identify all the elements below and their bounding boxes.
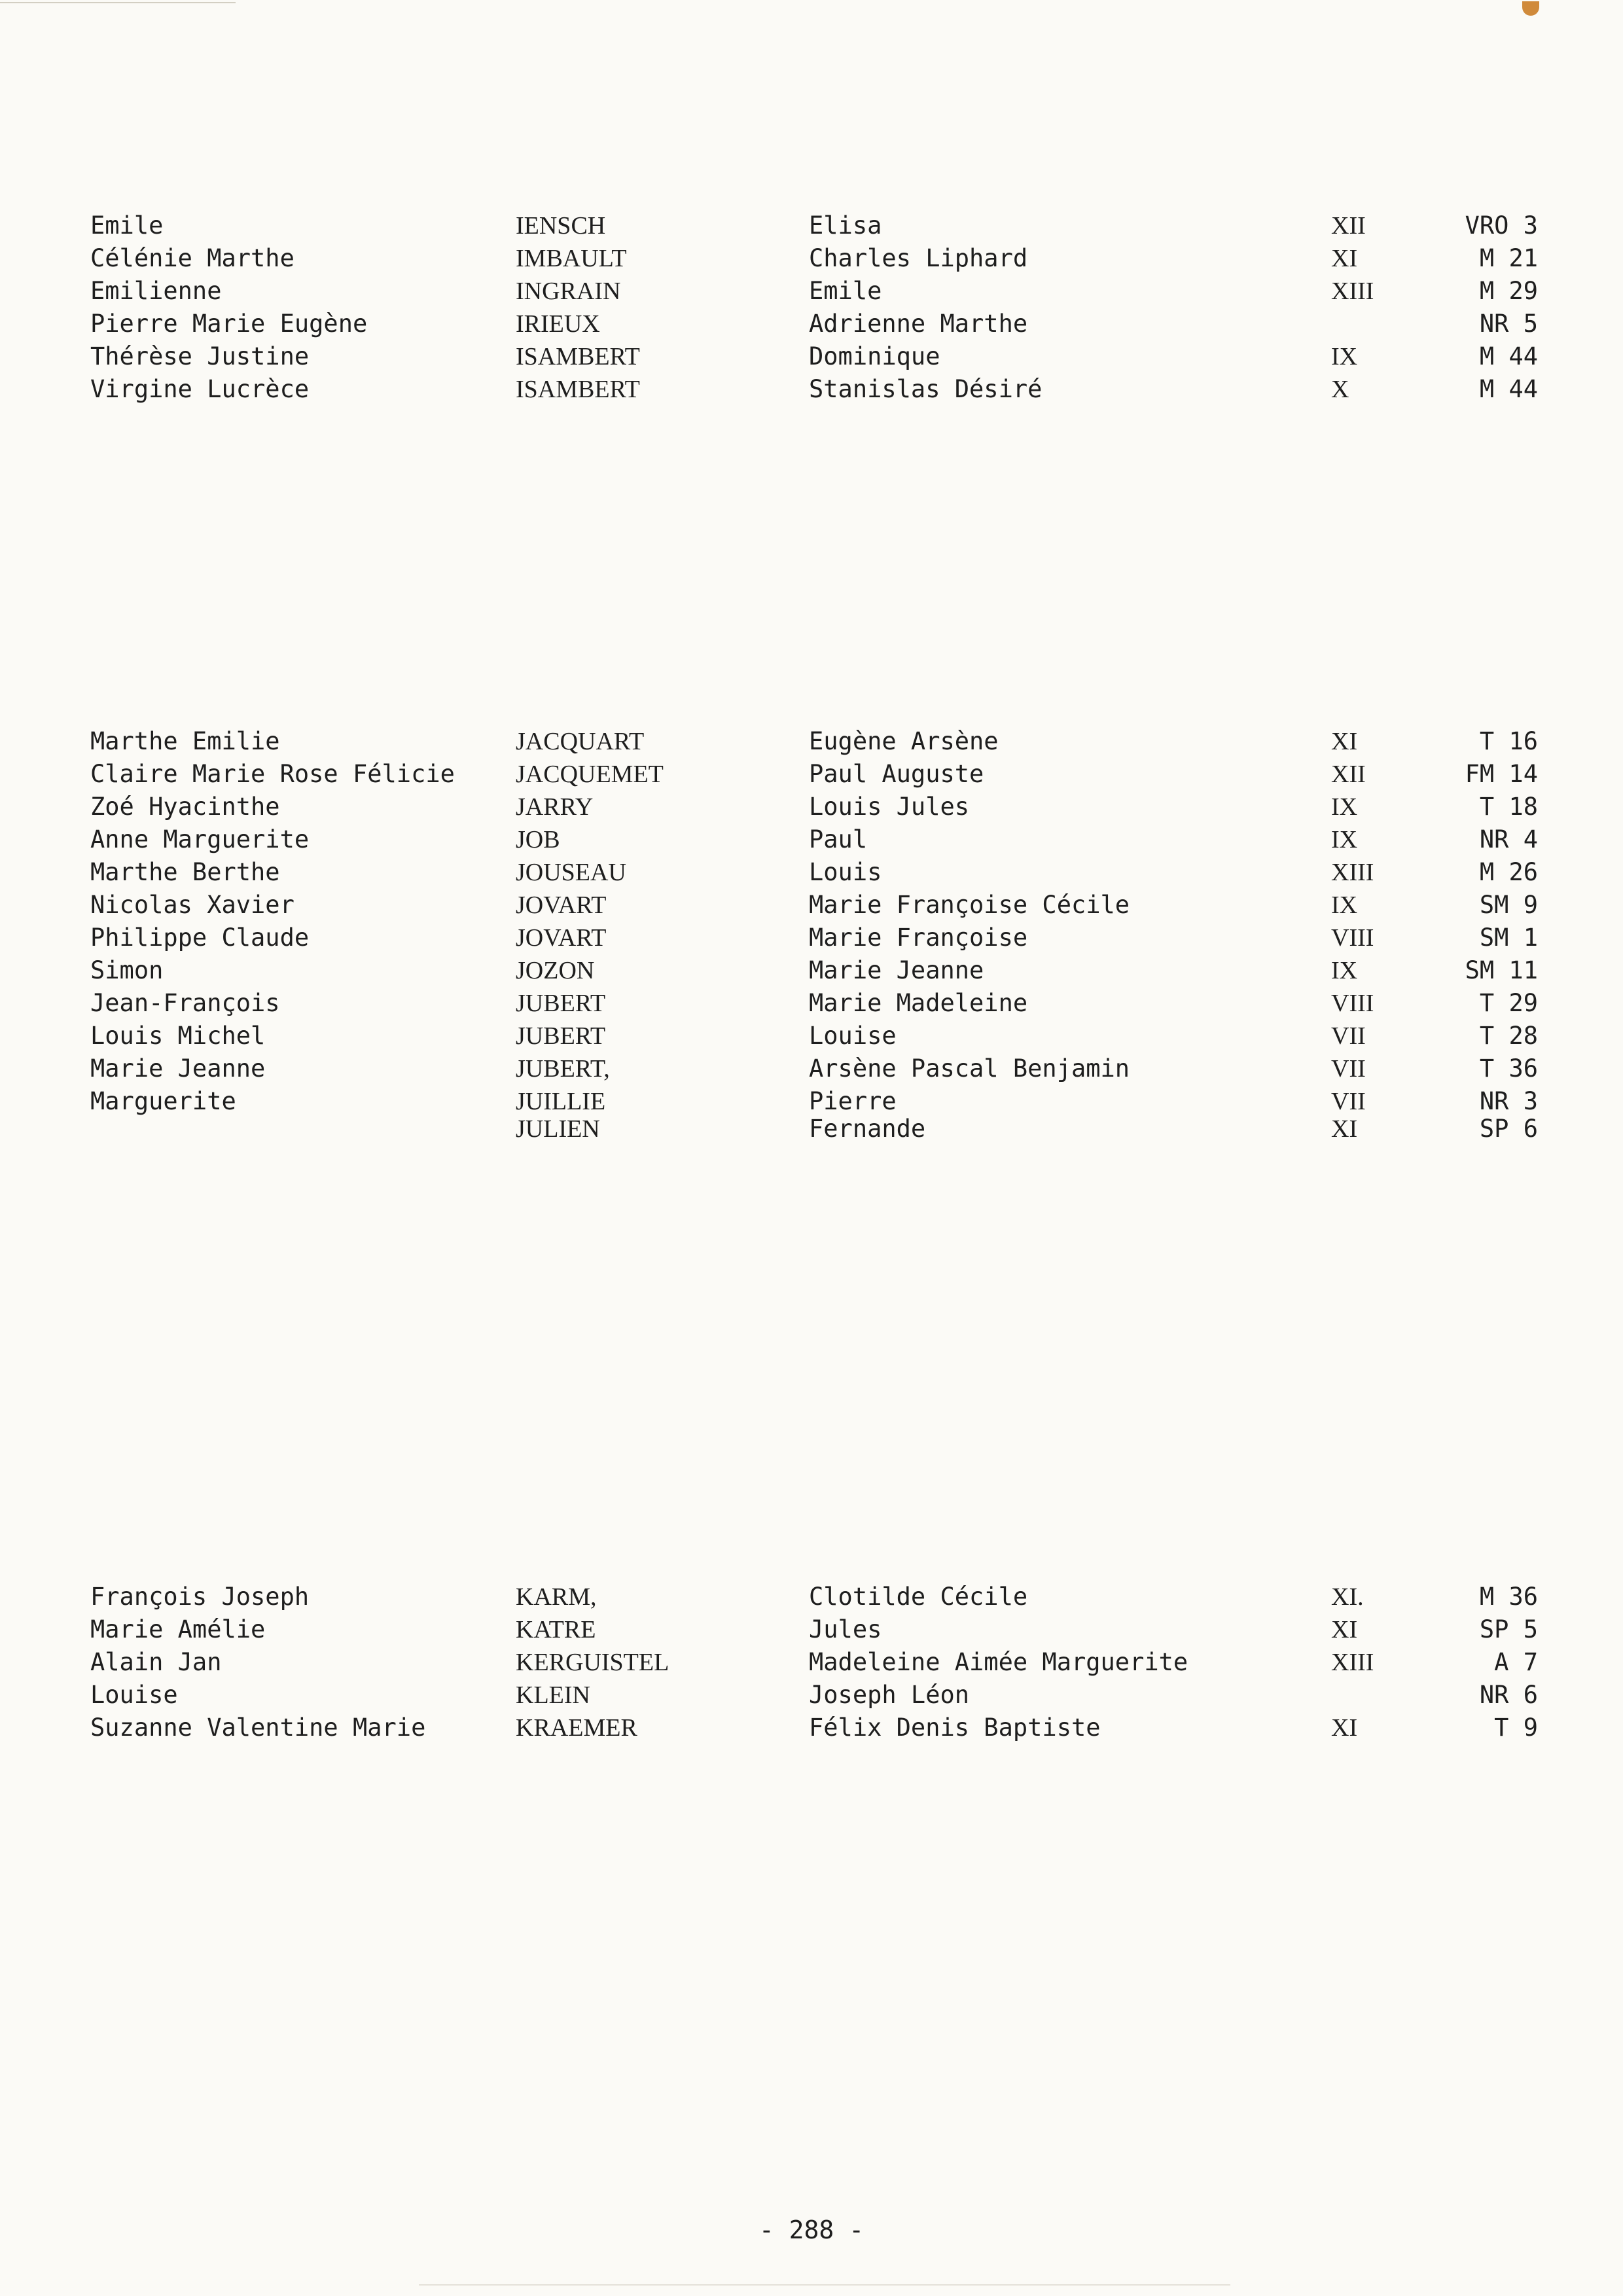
roman-numeral: XII xyxy=(1331,212,1366,240)
table-row xyxy=(0,1052,1623,1085)
roman-numeral: XIII xyxy=(1331,1649,1374,1676)
first-name: Claire Marie Rose Félicie xyxy=(90,760,455,788)
spouse-name: Clotilde Cécile xyxy=(809,1583,1028,1611)
first-name: Pierre Marie Eugène xyxy=(90,310,368,338)
table-row xyxy=(0,1113,1623,1145)
table-row xyxy=(0,373,1623,406)
first-name: Nicolas Xavier xyxy=(90,891,294,919)
table-row xyxy=(0,987,1623,1020)
spouse-name: Adrienne Marthe xyxy=(809,310,1028,338)
first-name: François Joseph xyxy=(90,1583,310,1611)
table-row xyxy=(0,1085,1623,1113)
spouse-name: Félix Denis Baptiste xyxy=(809,1713,1101,1742)
reference-code: T 9 xyxy=(1494,1713,1538,1742)
table-row xyxy=(0,242,1623,275)
roman-numeral: XI xyxy=(1331,1115,1358,1143)
spouse-name: Eugène Arsène xyxy=(809,727,999,755)
first-name: Emile xyxy=(90,211,164,240)
surname: KATRE xyxy=(516,1616,596,1643)
roman-numeral: XIII xyxy=(1331,278,1374,305)
first-name: Thérèse Justine xyxy=(90,342,310,370)
scan-stain xyxy=(1522,1,1539,16)
surname: KERGUISTEL xyxy=(516,1649,669,1676)
surname: JULIEN xyxy=(516,1115,600,1143)
first-name: Louis Michel xyxy=(90,1022,266,1050)
spouse-name: Marie Françoise xyxy=(809,924,1028,952)
reference-code: NR 3 xyxy=(1479,1087,1538,1115)
reference-code: NR 6 xyxy=(1479,1681,1538,1709)
table-row xyxy=(0,758,1623,791)
first-name: Marie Amélie xyxy=(90,1615,266,1643)
table-row xyxy=(0,889,1623,922)
table-row xyxy=(0,922,1623,954)
surname: ISAMBERT xyxy=(516,376,640,403)
reference-code: T 18 xyxy=(1479,793,1538,821)
roman-numeral: VII xyxy=(1331,1055,1366,1083)
page-number: - 288 - xyxy=(758,2215,865,2244)
reference-code: T 16 xyxy=(1479,727,1538,755)
surname: JUBERT, xyxy=(516,1055,610,1083)
surname: JUILLIE xyxy=(516,1088,606,1115)
surname: JARRY xyxy=(516,793,594,821)
first-name: Philippe Claude xyxy=(90,924,310,952)
table-row xyxy=(0,275,1623,308)
reference-code: T 36 xyxy=(1479,1054,1538,1083)
surname: JOUSEAU xyxy=(516,859,626,886)
surname: JUBERT xyxy=(516,1022,606,1050)
table-row xyxy=(0,791,1623,823)
roman-numeral: IX xyxy=(1331,343,1358,370)
table-row xyxy=(0,856,1623,889)
spouse-name: Arsène Pascal Benjamin xyxy=(809,1054,1130,1083)
surname: INGRAIN xyxy=(516,278,621,305)
spouse-name: Madeleine Aimée Marguerite xyxy=(809,1648,1188,1676)
reference-code: SP 5 xyxy=(1479,1615,1538,1643)
surname: JOB xyxy=(516,826,560,853)
table-row xyxy=(0,725,1623,758)
roman-numeral: VIII xyxy=(1331,990,1374,1017)
first-name: Marthe Emilie xyxy=(90,727,280,755)
reference-code: SM 1 xyxy=(1479,924,1538,952)
reference-code: T 28 xyxy=(1479,1022,1538,1050)
section-j xyxy=(0,725,1623,1145)
scan-bottom-line xyxy=(419,2284,1230,2286)
reference-code: M 44 xyxy=(1479,375,1538,403)
spouse-name: Marie Madeleine xyxy=(809,989,1028,1017)
spouse-name: Paul xyxy=(809,825,868,853)
first-name: Marthe Berthe xyxy=(90,858,280,886)
reference-code: M 21 xyxy=(1479,244,1538,272)
table-row xyxy=(0,1020,1623,1052)
spouse-name: Louise xyxy=(809,1022,897,1050)
roman-numeral: XII xyxy=(1331,761,1366,788)
surname: IRIEUX xyxy=(516,310,600,338)
first-name: Emilienne xyxy=(90,277,222,305)
spouse-name: Dominique xyxy=(809,342,940,370)
first-name: Marguerite xyxy=(90,1087,236,1115)
roman-numeral: VII xyxy=(1331,1088,1366,1115)
roman-numeral: IX xyxy=(1331,957,1358,984)
surname: IMBAULT xyxy=(516,245,627,272)
table-row xyxy=(0,1581,1623,1613)
reference-code: M 36 xyxy=(1479,1583,1538,1611)
section-k xyxy=(0,1581,1623,1744)
first-name: Louise xyxy=(90,1681,178,1709)
roman-numeral: XI xyxy=(1331,1616,1358,1643)
roman-numeral: XIII xyxy=(1331,859,1374,886)
roman-numeral: VIII xyxy=(1331,924,1374,952)
first-name: Alain Jan xyxy=(90,1648,222,1676)
roman-numeral: X xyxy=(1331,376,1349,403)
spouse-name: Louis xyxy=(809,858,882,886)
roman-numeral: XI. xyxy=(1331,1583,1364,1611)
spouse-name: Fernande xyxy=(809,1115,926,1143)
surname: JUBERT xyxy=(516,990,606,1017)
table-row xyxy=(0,954,1623,987)
reference-code: M 29 xyxy=(1479,277,1538,305)
surname: IENSCH xyxy=(516,212,606,240)
reference-code: T 29 xyxy=(1479,989,1538,1017)
spouse-name: Marie Jeanne xyxy=(809,956,984,984)
surname: KLEIN xyxy=(516,1681,590,1709)
reference-code: SM 11 xyxy=(1465,956,1538,984)
first-name: Zoé Hyacinthe xyxy=(90,793,280,821)
table-row xyxy=(0,209,1623,242)
roman-numeral: IX xyxy=(1331,891,1358,919)
spouse-name: Paul Auguste xyxy=(809,760,984,788)
surname: JACQUEMET xyxy=(516,761,664,788)
first-name: Suzanne Valentine Marie xyxy=(90,1713,426,1742)
reference-code: A 7 xyxy=(1494,1648,1538,1676)
spouse-name: Elisa xyxy=(809,211,882,240)
spouse-name: Charles Liphard xyxy=(809,244,1028,272)
first-name: Anne Marguerite xyxy=(90,825,310,853)
surname: JACQUART xyxy=(516,728,645,755)
first-name: Marie Jeanne xyxy=(90,1054,266,1083)
first-name: Virgine Lucrèce xyxy=(90,375,310,403)
first-name: Jean-François xyxy=(90,989,280,1017)
roman-numeral: IX xyxy=(1331,793,1358,821)
reference-code: NR 5 xyxy=(1479,310,1538,338)
table-row xyxy=(0,1712,1623,1744)
spouse-name: Marie Françoise Cécile xyxy=(809,891,1130,919)
spouse-name: Emile xyxy=(809,277,882,305)
roman-numeral: XI xyxy=(1331,245,1358,272)
roman-numeral: VII xyxy=(1331,1022,1366,1050)
surname: JOVART xyxy=(516,924,607,952)
reference-code: M 44 xyxy=(1479,342,1538,370)
reference-code: NR 4 xyxy=(1479,825,1538,853)
roman-numeral: XI xyxy=(1331,728,1358,755)
surname: JOZON xyxy=(516,957,595,984)
reference-code: VRO 3 xyxy=(1465,211,1538,240)
spouse-name: Jules xyxy=(809,1615,882,1643)
reference-code: SP 6 xyxy=(1479,1115,1538,1143)
first-name: Simon xyxy=(90,956,164,984)
spouse-name: Louis Jules xyxy=(809,793,970,821)
roman-numeral: IX xyxy=(1331,826,1358,853)
table-row xyxy=(0,1613,1623,1646)
surname: KRAEMER xyxy=(516,1714,637,1742)
reference-code: FM 14 xyxy=(1465,760,1538,788)
first-name: Célénie Marthe xyxy=(90,244,294,272)
spouse-name: Pierre xyxy=(809,1087,897,1115)
table-row xyxy=(0,308,1623,340)
table-row xyxy=(0,1679,1623,1712)
spouse-name: Stanislas Désiré xyxy=(809,375,1043,403)
surname: ISAMBERT xyxy=(516,343,640,370)
table-row xyxy=(0,340,1623,373)
section-i xyxy=(0,209,1623,406)
roman-numeral: XI xyxy=(1331,1714,1358,1742)
surname: KARM, xyxy=(516,1583,597,1611)
reference-code: SM 9 xyxy=(1479,891,1538,919)
table-row xyxy=(0,1646,1623,1679)
surname: JOVART xyxy=(516,891,607,919)
spouse-name: Joseph Léon xyxy=(809,1681,970,1709)
scan-edge-line xyxy=(0,2,236,3)
reference-code: M 26 xyxy=(1479,858,1538,886)
table-row xyxy=(0,823,1623,856)
